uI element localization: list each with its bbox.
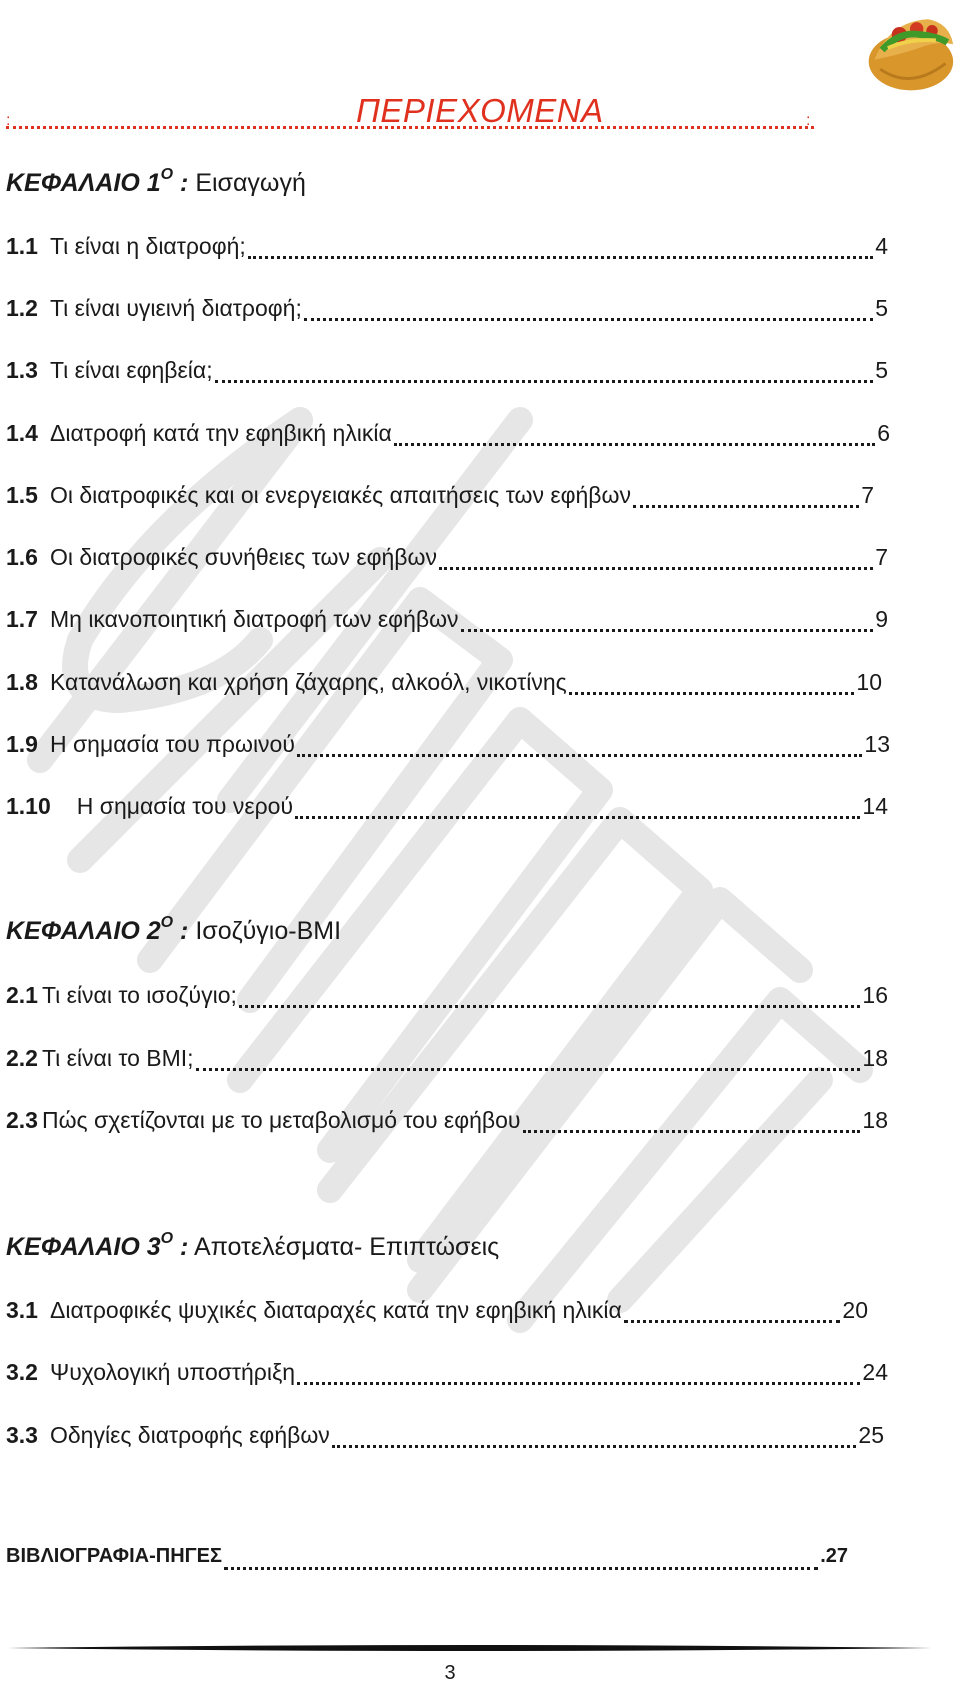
dot-leader [295,816,860,819]
entry-page: 14 [862,793,888,819]
dot-leader [439,567,873,570]
entry-page: 6 [877,420,890,446]
entry-title: Οι διατροφικές συνήθειες των εφήβων [49,544,437,570]
entry-page: 20 [842,1297,868,1323]
entry-number: 2.2 [6,1045,38,1071]
chapter-name: Αποτελέσματα- Επιπτώσεις [193,1233,500,1261]
entry-title: Οδηγίες διατροφής εφήβων [49,1422,330,1448]
dot-leader [633,505,859,508]
entry-number: 2.1 [6,982,38,1008]
entry-number: 1.5 [6,482,38,508]
chapter-3-heading [6,1230,499,1266]
title-colon-right: : [806,112,811,129]
entry-page: 4 [875,233,888,259]
dot-leader [297,754,862,757]
dot-leader [461,629,874,632]
entry-title: Κατανάλωση και χρήση ζάχαρης, αλκοόλ, νικοτίνης [49,669,567,695]
toc-entry-1-10[interactable] [6,793,888,827]
entry-number: 2.3 [6,1107,38,1133]
chapter-separator: : [173,169,189,197]
dot-leader [297,1382,860,1385]
entry-number: 1.7 [6,606,38,632]
chapter-superscript: Ο [160,166,174,183]
entry-page: 25 [858,1422,884,1448]
chapter-1-heading [6,166,306,202]
toc-entry-1-8[interactable] [6,669,882,703]
page-number: 3 [444,1662,456,1684]
toc-entry-1-5[interactable] [6,482,874,516]
entry-page: 18 [862,1045,888,1071]
entry-page: 10 [856,669,882,695]
chapter-separator: : [173,1233,189,1261]
entry-number: 1.3 [6,357,38,383]
dot-leader [224,1567,818,1570]
bibliography-label: ΒΙΒΛΙΟΓΡΑΦΙΑ-ΠΗΓΕΣ [6,1545,223,1567]
toc-entry-1-1[interactable] [6,233,888,267]
dot-leader [215,380,874,383]
chapter-label: ΚΕΦΑΛΑΙΟ 2 [6,917,161,945]
entry-title: Πώς σχετίζονται με το μεταβολισμό του εφήβου [41,1107,521,1133]
title-colon-left: : [6,112,11,129]
dot-leader [523,1130,861,1133]
toc-entry-3-2[interactable] [6,1359,888,1393]
footer-divider [8,1642,932,1654]
entry-title: Η σημασία του νερού [76,793,294,819]
entry-number: 1.6 [6,544,38,570]
toc-entry-1-9[interactable] [6,731,890,765]
toc-entry-1-6[interactable] [6,544,888,578]
entry-page: 9 [875,606,888,632]
chapter-name: Εισαγωγή [195,169,306,197]
dot-leader [332,1445,857,1448]
entry-title: Τι είναι υγιεινή διατροφή; [49,295,302,321]
entry-page: 18 [862,1107,888,1133]
entry-title: Μη ικανοποιητική διατροφή των εφήβων [49,606,459,632]
entry-page: 7 [875,544,888,570]
toc-entry-2-1[interactable] [6,982,888,1016]
chapter-separator: : [173,917,189,945]
entry-page: 5 [875,295,888,321]
chapter-label: ΚΕΦΑΛΑΙΟ 1 [6,169,161,197]
dot-leader [248,256,873,259]
toc-entry-1-2[interactable] [6,295,888,329]
entry-title: Τι είναι εφηβεία; [49,357,213,383]
chapter-superscript: Ο [160,1230,174,1247]
entry-title: Η σημασία του πρωινού [49,731,295,757]
toc-entry-2-2[interactable] [6,1045,888,1079]
dot-leader [394,443,875,446]
dot-leader [304,318,873,321]
entry-page: 5 [875,357,888,383]
entry-page: 24 [862,1359,888,1385]
toc-entry-1-4[interactable] [6,420,890,454]
entry-number: 3.3 [6,1422,38,1448]
toc-entry-bibliography[interactable] [6,1545,848,1579]
taco-image [860,2,958,98]
dot-leader [239,1005,861,1008]
entry-number: 1.4 [6,420,38,446]
entry-number: 1.10 [6,793,51,819]
toc-entry-2-3[interactable] [6,1107,888,1141]
chapter-superscript: Ο [160,914,174,931]
entry-page: 7 [861,482,874,508]
entry-page: 13 [864,731,890,757]
page-title: ΠΕΡΙΕΧΟΜΕΝΑ [356,92,604,129]
entry-number: 3.1 [6,1297,38,1323]
bibliography-page: .27 [820,1545,848,1567]
entry-title: Ψυχολογική υποστήριξη [49,1359,296,1385]
entry-number: 1.9 [6,731,38,757]
toc-entry-3-1[interactable] [6,1297,868,1331]
entry-title: Διατροφή κατά την εφηβική ηλικία [49,420,392,446]
chapter-label: ΚΕΦΑΛΑΙΟ 3 [6,1233,161,1261]
toc-entry-1-3[interactable] [6,357,888,391]
entry-title: Διατροφικές ψυχικές διαταραχές κατά την εφηβική ηλικία [49,1297,622,1323]
entry-number: 1.8 [6,669,38,695]
chapter-2-heading [6,914,341,950]
toc-title-row [6,88,814,134]
entry-number: 1.1 [6,233,38,259]
entry-number: 3.2 [6,1359,38,1385]
entry-page: 16 [862,982,888,1008]
toc-entry-3-3[interactable] [6,1422,884,1456]
entry-title: Τι είναι το ισοζύγιο; [41,982,237,1008]
entry-title: Τι είναι η διατροφή; [49,233,246,259]
entry-title: Τι είναι το BMI; [41,1045,194,1071]
dot-leader [569,692,855,695]
dot-leader [196,1068,861,1071]
toc-entry-1-7[interactable] [6,606,888,640]
chapter-name: Ισοζύγιο-BMI [195,917,342,945]
entry-title: Οι διατροφικές και οι ενεργειακές απαιτήσεις των εφήβων [49,482,631,508]
dot-leader [624,1320,841,1323]
entry-number: 1.2 [6,295,38,321]
